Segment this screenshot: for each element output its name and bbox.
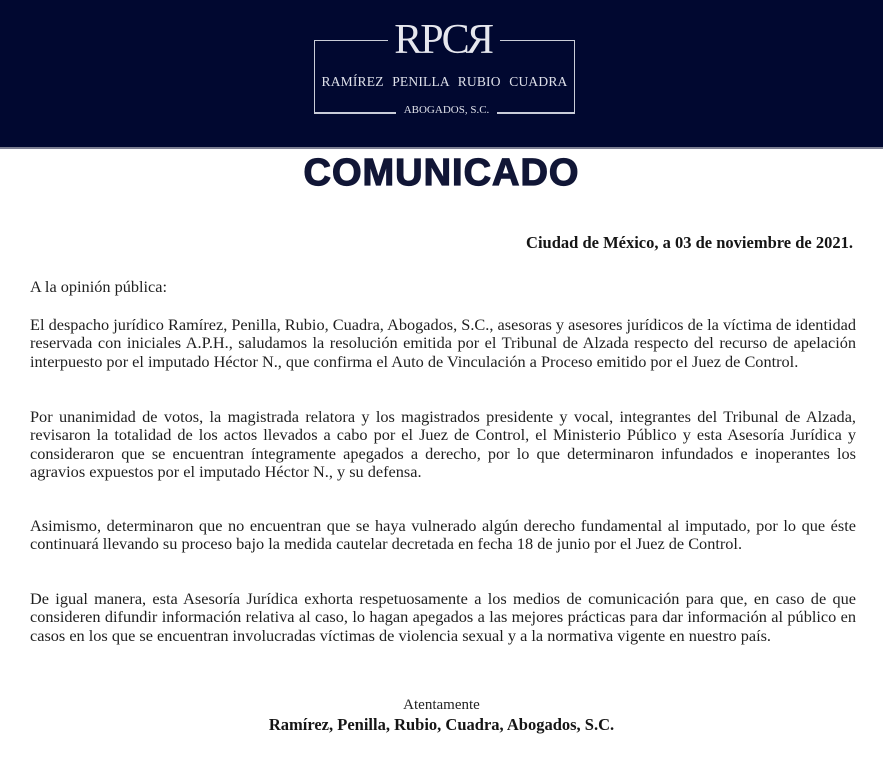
monogram-mirrored-letter: R <box>467 17 494 63</box>
paragraph-text: Asimismo, determinaron que no encuentran que se haya vulnerado algún derecho fundamental al imputado, por lo que éste continuará llevando su proceso bajo la medida cautelar decretada en fecha 18 de junio por el Juez de Control. <box>30 516 856 554</box>
paragraph-1 <box>30 316 856 371</box>
logo-subtitle: ABOGADOS, S.C. <box>403 104 490 116</box>
logo-subtitle-row <box>314 101 575 117</box>
signature: Ramírez, Penilla, Rubio, Cuadra, Abogados, S.C. <box>268 715 615 734</box>
greeting <box>30 278 856 296</box>
paragraph-text: De igual manera, esta Asesoría Jurídica exhorta respetuosamente a los medios de comunicación para que, en caso de que consideren difundir información relativa al caso, lo hagan apegados a las mejores prácticas para dar información al público en casos en los que se encuentran involucradas víctimas de violencia sexual y a la normativa vigente en nuestro país. <box>30 589 856 645</box>
document-title: COMUNICADO <box>303 152 580 194</box>
paragraph-text: Por unanimidad de votos, la magistrada relatora y los magistrados presidente y vocal, integrantes del Tribunal de Alzada, revisaron la totalidad de los actos llevados a cabo por el Juez de Control, el Ministerio Público y esta Asesoría Jurídica y consideraron que se encuentran íntegramente apegados a derecho, por lo que determinaron infundados e inoperantes los agravios expuestos por el imputado Héctor N., y su defensa. <box>30 407 856 482</box>
monogram-letters: RPC <box>394 17 468 63</box>
letterhead-banner <box>0 0 883 149</box>
paragraph-2 <box>30 408 856 482</box>
date-line: Ciudad de México, a 03 de noviembre de 2021. <box>526 233 853 252</box>
greeting-text: A la opinión pública: <box>30 277 168 296</box>
logo-divider-right <box>497 112 575 114</box>
closing-salutation: Atentamente <box>403 697 480 713</box>
logo-divider-left <box>314 112 396 114</box>
paragraph-4 <box>30 590 856 645</box>
paragraph-text: El despacho jurídico Ramírez, Penilla, Rubio, Cuadra, Abogados, S.C., asesoras y asesores jurídicos de la víctima de identidad reservada con iniciales A.P.H., saludamos la resolución emitida por el Tribunal de Alzada respecto del recurso de apelación interpuesto por el imputado Héctor N., que confirma el Auto de Vinculación a Proceso emitido por el Juez de Control. <box>30 315 856 371</box>
paragraph-3 <box>30 517 856 554</box>
logo-monogram <box>388 14 500 66</box>
logo-firm-names: RAMÍREZ PENILLA RUBIO CUADRA <box>321 74 568 89</box>
